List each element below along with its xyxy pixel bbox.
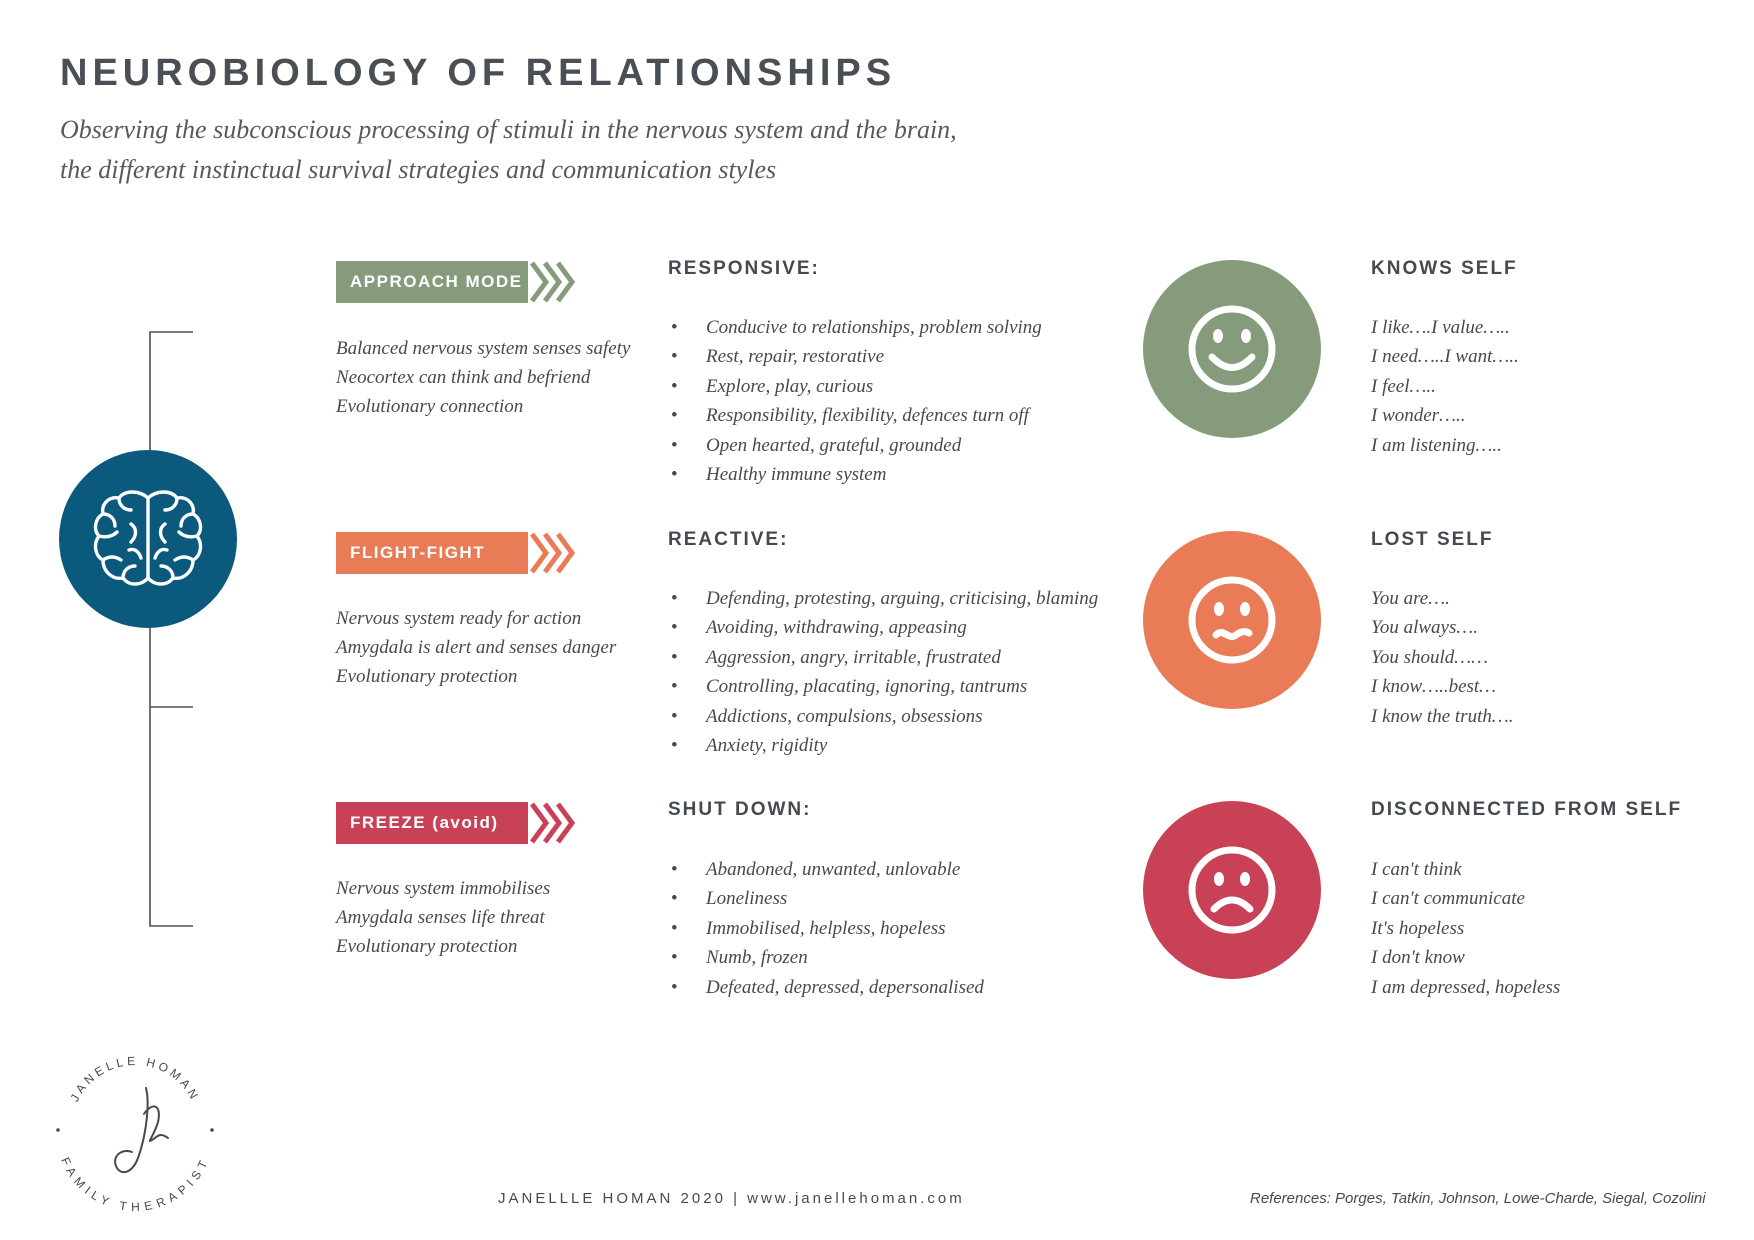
phrase: I am depressed, hopeless [1371, 976, 1561, 998]
subtitle-line-1: Observing the subconscious processing of stimuli in the nervous system and the brain, [60, 115, 957, 144]
phrase: I am listening….. [1371, 434, 1502, 456]
page-subtitle [60, 110, 1060, 190]
phrase: I know…..best… [1371, 676, 1497, 698]
list-item: • Loneliness [668, 884, 1138, 913]
list-item: • Avoiding, withdrawing, appeasing [668, 613, 1138, 642]
list-item: • Addictions, compulsions, obsessions [668, 702, 1138, 731]
sad-face-circle [1143, 801, 1321, 979]
approach-mode-description [336, 334, 636, 421]
sad-face-icon [1143, 801, 1321, 979]
page-title: NEUROBIOLOGY OF RELATIONSHIPS [60, 52, 897, 94]
therapist-logo [50, 1040, 220, 1215]
logo-text-bottom: FAMILY THERAPIST [58, 1155, 212, 1215]
monogram-icon [115, 1088, 168, 1172]
disconnected-self-heading: DISCONNECTED FROM SELF [1371, 799, 1683, 820]
worried-face-circle [1143, 531, 1321, 709]
knows-self-phrases [1371, 313, 1711, 460]
description-line: Evolutionary connection [336, 396, 524, 417]
reactive-heading: REACTIVE: [668, 529, 789, 550]
triple-chevron-icon [528, 802, 576, 844]
freeze-description [336, 874, 636, 961]
lost-self-phrases [1371, 584, 1711, 731]
list-item: • Rest, repair, restorative [668, 342, 1138, 371]
list-item: • Anxiety, rigidity [668, 731, 1138, 760]
logo-text-top: JANELLE HOMAN [67, 1053, 203, 1105]
description-line: Balanced nervous system senses safety [336, 338, 631, 359]
svg-text:JANELLE HOMAN [67, 1054, 202, 1104]
shut-down-heading: SHUT DOWN: [668, 799, 812, 820]
happy-face-circle [1143, 260, 1321, 438]
flight-fight-description [336, 604, 636, 691]
phrase: I can't communicate [1371, 888, 1525, 910]
phrase: You are…. [1371, 588, 1450, 609]
description-line: Amygdala senses life threat [336, 907, 545, 928]
list-item: • Defending, protesting, arguing, criticising, blaming [668, 584, 1138, 613]
mode-bracket [140, 330, 200, 930]
footer-references: References: Porges, Tatkin, Johnson, Lowe-Charde, Siegal, Cozolini [1250, 1190, 1706, 1207]
description-line: Amygdala is alert and senses danger [336, 637, 617, 658]
phrase: I like….I value….. [1371, 317, 1510, 338]
phrase: It's hopeless [1371, 917, 1465, 939]
responsive-heading: RESPONSIVE: [668, 258, 820, 279]
freeze-banner [336, 802, 576, 844]
footer-credit: JANELLLE HOMAN 2020 | www.janellehoman.com [498, 1190, 965, 1207]
freeze-label: FREEZE (avoid) [336, 802, 528, 844]
phrase: I know the truth…. [1371, 705, 1514, 727]
lost-self-heading: LOST SELF [1371, 529, 1494, 550]
disconnected-self-phrases [1371, 855, 1711, 1002]
flight-fight-label: FLIGHT-FIGHT [336, 532, 528, 574]
phrase: I wonder….. [1371, 405, 1466, 427]
description-line: Neocortex can think and befriend [336, 367, 591, 388]
list-item: • Numb, frozen [668, 943, 1138, 972]
brain-icon [59, 450, 237, 628]
phrase: I don't know [1371, 947, 1465, 969]
description-line: Evolutionary protection [336, 936, 518, 957]
worried-face-icon [1143, 531, 1321, 709]
description-line: Nervous system ready for action [336, 608, 582, 629]
phrase: I can't think [1371, 859, 1462, 880]
smiley-face-icon [1143, 260, 1321, 438]
phrase: You should…… [1371, 646, 1489, 668]
triple-chevron-icon [528, 261, 576, 303]
list-item: • Conducive to relationships, problem solving [668, 313, 1138, 342]
approach-mode-label: APPROACH MODE [336, 261, 528, 303]
list-item: • Defeated, depressed, depersonalised [668, 973, 1138, 1002]
triple-chevron-icon [528, 532, 576, 574]
flight-fight-banner [336, 532, 576, 574]
brain-circle [59, 450, 237, 628]
list-item: • Immobilised, helpless, hopeless [668, 914, 1138, 943]
list-item: • Explore, play, curious [668, 372, 1138, 401]
knows-self-heading: KNOWS SELF [1371, 258, 1518, 279]
responsive-list [668, 313, 1138, 489]
phrase: You always…. [1371, 617, 1478, 639]
approach-mode-banner [336, 261, 576, 303]
list-item: • Abandoned, unwanted, unlovable [668, 855, 1138, 884]
list-item: • Open hearted, grateful, grounded [668, 431, 1138, 460]
list-item: • Aggression, angry, irritable, frustrated [668, 643, 1138, 672]
subtitle-line-2: the different instinctual survival strategies and communication styles [60, 155, 777, 184]
list-item: • Responsibility, flexibility, defences turn off [668, 401, 1138, 430]
list-item: • Healthy immune system [668, 460, 1138, 489]
list-item: • Controlling, placating, ignoring, tantrums [668, 672, 1138, 701]
reactive-list [668, 584, 1138, 760]
description-line: Nervous system immobilises [336, 878, 551, 899]
description-line: Evolutionary protection [336, 666, 518, 687]
shut-down-list [668, 855, 1138, 1002]
phrase: I feel….. [1371, 375, 1436, 397]
phrase: I need…..I want….. [1371, 346, 1519, 368]
